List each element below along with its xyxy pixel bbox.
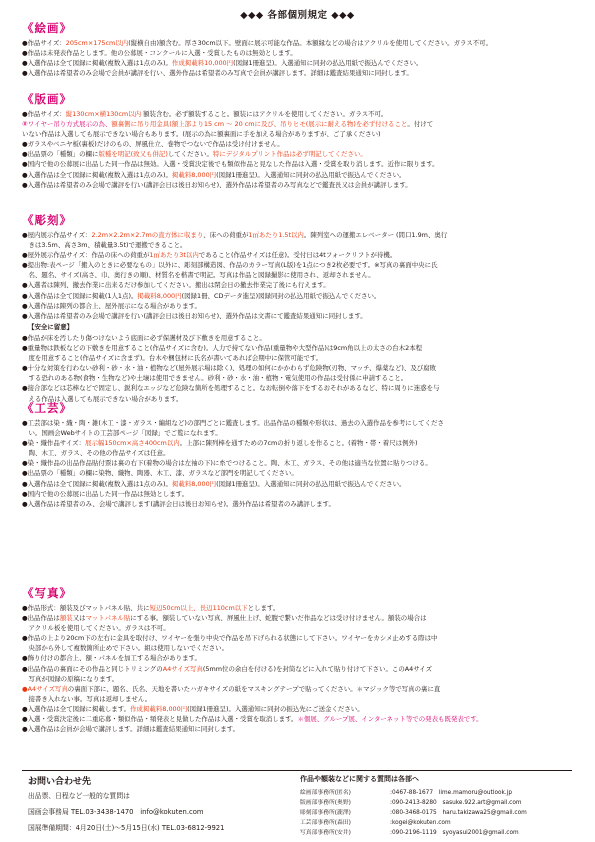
rule-line bbox=[22, 250, 578, 260]
rule-text: 展示幅150cm×高さ400cm以内 bbox=[85, 439, 180, 448]
rule-text: ●飾り付けの都合上、額・パネルを加工する場合があります。 bbox=[22, 654, 201, 663]
rule-text: 額装含む。必ず額装すること。額装にはアクリルを使用してください。ガラス不可。 bbox=[141, 110, 388, 118]
section-heading-shashin: 《写真》 bbox=[22, 586, 72, 600]
rule-line bbox=[22, 653, 578, 663]
rule-line bbox=[22, 301, 578, 311]
rule-text: い。国画会Webサイトの工芸部ページ「図録」でご覧になれます。 bbox=[22, 429, 222, 438]
rule-line bbox=[22, 291, 578, 301]
rule-line bbox=[22, 353, 578, 363]
rule-text: ●国内で他の公募展に出品した同一作品は無効とします。 bbox=[22, 489, 189, 498]
contact-row-value: :090-2196-1119 syoyasui2001@gmail.com bbox=[390, 830, 519, 836]
rule-text: ●屋内展示作品サイズ： bbox=[22, 231, 92, 239]
contact-row-label: 彫刻部事務所(瀧澤) bbox=[300, 810, 351, 816]
rule-line bbox=[22, 68, 578, 78]
rule-text: してください。 bbox=[167, 150, 213, 159]
rule-text: 1㎡あたり1.5t以内 bbox=[248, 231, 304, 239]
rule-text: ●出品作品は bbox=[22, 614, 60, 623]
rule-text: 陶、木工、ガラス、その他の作品サイズは任意。 bbox=[22, 449, 170, 458]
rule-line bbox=[22, 260, 578, 270]
rule-text: ●入選作品は陳列の都合上、屋外展示になる場合があります。 bbox=[22, 301, 201, 310]
rule-text: ●入選・受賞決定後に二重応募・類似作品・頻発表と見做した作品は入選・受賞を取消します。 bbox=[22, 715, 298, 724]
rule-line bbox=[22, 448, 578, 458]
rule-text: ●接合部などは芯棒などで固定し、鋭利なエッジなど危険な箇所を処理すること。なお転倒や落下をするおそれがあるなど、特に周りに迷惑を与 bbox=[22, 384, 440, 393]
rule-text: にする事。額装していない写真、屏風仕上げ、蛇腹で繋いだ作品などは受け付けません。額装の場合は bbox=[130, 614, 427, 623]
rule-line bbox=[22, 159, 578, 169]
rule-text: 。陳列室への運搬エレベーター (間口1.9m、奥行 bbox=[303, 231, 448, 239]
rule-line bbox=[22, 438, 578, 448]
rule-line bbox=[22, 724, 578, 734]
rule-text: (5mm位の余白を付ける)を封筒などに入れて貼り付けて下さい。このA4サイズ bbox=[202, 664, 433, 673]
rule-text: 作成掲載料10,000円 bbox=[171, 59, 234, 68]
rule-text: 縦130cm×横130cm以内 bbox=[65, 110, 142, 118]
rule-text: ●十分な対策を行わない砂利・砂・水・油・植物など(屋外展示場は除く)、処理の如何にかかわらず危険物(刃物、マッチ、爆薬など)、及び腐敗 bbox=[22, 364, 437, 373]
rule-text: 写真が図録の原稿になります。 bbox=[22, 674, 119, 683]
rule-line bbox=[22, 694, 578, 704]
contact-row-label: 絵画部事務所(匿名) bbox=[300, 790, 351, 796]
rule-line bbox=[22, 240, 578, 250]
section-body-safety bbox=[22, 333, 578, 404]
section-body-shashin bbox=[22, 603, 578, 734]
rule-text: ●国内で他の公募展に出品した同一作品は無効。入選・受賞決定後でも類似作品と見なした作品は入選・受賞を取り消します。近作に限ります。 bbox=[22, 160, 439, 169]
rule-text: 特にデジタルプリント作品は必ず明記してください。 bbox=[212, 150, 367, 159]
rule-text: 205cm×175cm以内 bbox=[65, 39, 129, 47]
safety-heading: 【安全に留意】 bbox=[28, 323, 74, 331]
rule-text: 掲載料8,000円 bbox=[171, 170, 217, 179]
section-body-chokoku bbox=[22, 230, 578, 321]
rule-line bbox=[22, 674, 578, 684]
contact-row-label: 写真部事務所(安井) bbox=[300, 830, 351, 836]
rule-line bbox=[22, 489, 578, 499]
section-body-hanga bbox=[22, 109, 578, 190]
rule-line bbox=[22, 633, 578, 643]
rule-text: える作品は入選しても展示できない場合があります。 bbox=[22, 394, 183, 403]
rule-text: ●染・織作品の出品作品貼付票は裏の右下(着物の場合は左袖の下)に糸でつけること。陶、木工、ガラス、その他は適当な位置に貼りつける。 bbox=[22, 459, 432, 468]
rule-text: ●ガラスやベニヤ板(裏板)だけのもの、屏風仕立、巻物でつないで作品は受け付けません。 bbox=[22, 140, 284, 149]
rule-line bbox=[22, 58, 578, 68]
rule-text: 。付けて bbox=[407, 120, 434, 129]
rule-text: ●作品は未発表作品とします。他の公募展・コンクールに入選・受賞したものは無効とします。 bbox=[22, 49, 297, 58]
rule-text: ●入選作品は全て図録に掲載(複数入選は1点のみ)。 bbox=[22, 59, 172, 68]
page-title: ◆◆◆ 各部個別規定 ◆◆◆ bbox=[240, 10, 355, 21]
rule-text: 名、題名、サイズ(高さ、巾、奥行きの順)、材質名を楷書で明記。写真は作品と図録撮影に使用され、返却されません。 bbox=[22, 271, 375, 280]
rule-text: ●A4サイズ写真 bbox=[22, 684, 68, 693]
rule-line bbox=[22, 230, 578, 240]
rule-text: ●入選作品は全て図録に掲載(1人1点)。 bbox=[22, 291, 138, 300]
rule-line bbox=[22, 149, 578, 159]
contact-heading: お問い合わせ先 bbox=[28, 777, 92, 787]
rule-text: 央部から外して複数箇所止めで下さい。組は使用しないでください。 bbox=[22, 644, 229, 653]
contact-line-2: 国画会事務局 TEL.03-3438-1470 info@kokuten.com bbox=[28, 808, 204, 816]
rule-text: ●出品票の「種類」の欄に染物、織物、陶器、木工、漆、ガラスなど部門を明記してください。 bbox=[22, 469, 298, 478]
rule-text: アクリル板を使用してください。ガラスは不可。 bbox=[22, 624, 170, 633]
footer-divider bbox=[22, 770, 572, 771]
rule-line bbox=[22, 333, 578, 343]
section-body-kaiga bbox=[22, 38, 578, 78]
rule-text: の裏面下部に、題名、氏名、天地を書いたハガキサイズの紙をマスキングテープで貼ってください。＊マジック等で写真の裏に直 bbox=[67, 684, 441, 693]
rule-line bbox=[22, 170, 578, 180]
rule-text: 。上部に陳列棒を通すための7cmの折り返しを作ること。(着物・帯・着尺は例外) bbox=[179, 439, 418, 448]
rule-text: ●入選作品は希望者のみ会場で会員が講評を行い、選外作品は希望者のみ写真で会員が講評します。詳細は鑑査結果通知に同封します。 bbox=[22, 69, 413, 78]
rule-line bbox=[22, 343, 578, 353]
rule-text: ●入選者は陳列、撤去作業に出来るだけ参加してください。搬出は閉会日の撤去作業完了後にも行えます。 bbox=[22, 281, 330, 290]
section-body-kogei bbox=[22, 418, 578, 509]
rule-text: ●入選作品は希望者のみ会場で講評を行い(講評会日は後日お知らせ)、選外作品は文書にて鑑査結果通知に同封します。 bbox=[22, 311, 367, 320]
rule-text: (図録1冊進呈)。入選通知に同封の払込用紙で振込んでください。 bbox=[216, 170, 406, 179]
rule-text: ●入選作品は希望者のみ会場で講評を行い(講評会日は後日お知らせ)、選外作品は希望者のみ写真などで鑑査長又は会員が講評します。 bbox=[22, 180, 412, 189]
rule-text: 又は bbox=[72, 614, 86, 623]
rule-line bbox=[22, 109, 578, 119]
rule-text: ●出品作品の裏面にその作品と同じトリミングの bbox=[22, 664, 163, 673]
rule-text: ●染・織作品サイズ： bbox=[22, 439, 86, 448]
rule-line bbox=[22, 180, 578, 190]
rule-text: ＊個展、グループ展、インターネット等での発表も既発表です。 bbox=[297, 715, 483, 724]
rule-text: ●作品が床を汚したり傷つけないよう底面に必ず保護材及び下敷きを用意すること。 bbox=[22, 334, 266, 342]
contact-line-3: 国展準備期間：4月20日(土)～5月15日(水) TEL.03-6812-9921 bbox=[28, 824, 225, 832]
rule-line bbox=[22, 499, 578, 509]
contact-row-value: :080-3468-0175 haru.takizawa25@gmail.com bbox=[390, 810, 527, 816]
contact-row bbox=[300, 797, 522, 806]
rule-line bbox=[22, 270, 578, 280]
rule-text: 版種を明記(致又も併記) bbox=[98, 150, 168, 159]
rule-line bbox=[22, 311, 578, 321]
contact-row bbox=[300, 827, 519, 836]
rule-text: 作成掲載料8,000円 bbox=[130, 704, 188, 713]
rule-text: ●作品サイズ： bbox=[22, 110, 66, 118]
rule-text: ⑧ワイヤー吊り方式展示の為、 bbox=[22, 120, 112, 129]
rule-line bbox=[22, 129, 578, 139]
contact-line-1: 出品票、日程など一般的な質問は bbox=[28, 792, 130, 800]
rule-text: 掲載料8,000円 bbox=[171, 479, 217, 488]
rule-text: とします。 bbox=[247, 604, 280, 612]
rule-line bbox=[22, 623, 578, 633]
rule-text: 2.2m×2.2m×2.7mの直方体に収まり bbox=[91, 231, 204, 239]
rule-text: (縦横自由)額含む。厚さ30cm以下。壁面に展示可能な作品。本額縁などの場合はアクリルを使用してください。ガラス不可。 bbox=[128, 39, 493, 47]
rule-text: 額装 bbox=[59, 614, 73, 623]
rule-line bbox=[22, 714, 578, 724]
rule-text: 掲載料8,000円 bbox=[137, 291, 182, 300]
rule-text: 額裏側に吊り用金具(額上部より15 cm ～ 20 cmに及び、吊りヒモ(展示に耐える物)を必ず付けること bbox=[111, 120, 408, 129]
rule-line bbox=[22, 603, 578, 613]
rule-text: (図録1冊進呈)。入選通知に同封の払込用紙で振込んでください。 bbox=[216, 479, 406, 488]
rule-line bbox=[22, 704, 578, 714]
rule-text: きは3.5m、高さ3m、積載量3.5t)で運搬できること。 bbox=[22, 241, 187, 250]
rule-line bbox=[22, 38, 578, 48]
rule-text: マットパネル貼 bbox=[85, 614, 131, 623]
section-heading-chokoku: 《彫刻》 bbox=[22, 213, 72, 227]
rule-text: ●作品形式：額装及びマットパネル貼、共に bbox=[22, 604, 150, 612]
rule-line bbox=[22, 613, 578, 623]
contact-row-label: 工芸部事務所(森田) bbox=[300, 820, 351, 826]
rule-text: ●入選作品は希望者のみ、会場で講評します(講評会日は後日お知らせ)。選外作品は希望者のみ講評します。 bbox=[22, 499, 335, 508]
rule-text: (図録1冊、CDデータ進呈)図録同封の払込用紙で振込んでください。 bbox=[181, 291, 381, 300]
rule-text: ●屋外展示作品サイズ：作品の床への荷重が bbox=[22, 251, 150, 260]
rule-line bbox=[22, 428, 578, 438]
contact-row bbox=[300, 807, 527, 816]
rule-line bbox=[22, 383, 578, 393]
rule-text: ●入選作品は全て図録に掲載(複数入選は1点のみ)。 bbox=[22, 170, 172, 179]
rule-text: ●作品の上より20cm下の左右に金具を取付け、ワイヤーを張り中央で作品を吊下げられる状態にして下さい。ワイヤーをカシメ止めする際は中 bbox=[22, 634, 438, 643]
rule-line bbox=[22, 643, 578, 653]
rule-text: 接書き入れない事。写真は返却しません。 bbox=[22, 694, 152, 703]
rule-text: (図録1冊進呈)。入選通知に同封の払込用紙で振込んでください。 bbox=[233, 59, 423, 68]
rule-text: ●作品サイズ： bbox=[22, 39, 66, 47]
rule-line bbox=[22, 363, 578, 373]
contact-row bbox=[300, 817, 451, 826]
rule-line bbox=[22, 139, 578, 149]
rule-text: ●出品票の「種類」の欄に bbox=[22, 150, 99, 159]
rule-text: 度を用意すること(作品サイズに含まず)。台木や梱包材に氏名が書いてあれば会期中に保管可能です。 bbox=[22, 354, 323, 363]
rule-line bbox=[22, 119, 578, 129]
rule-line bbox=[22, 394, 578, 404]
contact-row-value: :090-2413-8280 sasuke.922.art@gmail.com bbox=[390, 800, 522, 806]
rule-line bbox=[22, 280, 578, 290]
rule-text: する恐れのある物(食物・生物など)や土壌は使用できません。砂利・砂・水・油・植物・電気使用の作品は受付係に申請すること。 bbox=[22, 374, 408, 383]
section-heading-kogei: 《工芸》 bbox=[22, 401, 72, 415]
section-heading-kaiga: 《絵画》 bbox=[22, 21, 72, 35]
rule-text: ●提出物:表ページ「搬入のときに必要なもの」以外に、彫刻部構造図、作品のカラー写真(L版)を1点につき2枚必要です。※写真の裏面中央に氏 bbox=[22, 261, 438, 270]
rule-text: ●工芸部は染・織・陶・雑(木工・漆・ガラス・編組など)の部門ごとに鑑査します。出品作品の種類や形状は、過去の入選作品を参考にしてくださ bbox=[22, 419, 444, 427]
rule-text: 短辺50cm以上、長辺110cm以下 bbox=[149, 604, 248, 612]
contact-row-value: :kogei@kokuten.com bbox=[390, 820, 451, 826]
rule-text: ●入選作品は会員が会場で講評します。詳細は鑑査結果通知に同封します。 bbox=[22, 725, 240, 734]
rule-line bbox=[22, 373, 578, 383]
rule-line bbox=[22, 458, 578, 468]
rule-text: A4サイズ写真 bbox=[162, 664, 203, 673]
rule-line bbox=[22, 468, 578, 478]
rule-text: であること(作品サイズは任意)。受付日は4tフォークリフトが待機。 bbox=[198, 251, 397, 260]
rule-text: 、床への荷重が bbox=[203, 231, 249, 239]
rule-text: ●重量物は鉄板などの下敷きを用意すること(作品サイズに含む)。人力で持てない作品(重量物や大型作品)は9cm角以上の太さの台木2本程 bbox=[22, 344, 423, 353]
rule-line bbox=[22, 48, 578, 58]
contact-row bbox=[300, 787, 512, 796]
rule-text: ●入選作品は全て図録に掲載します。 bbox=[22, 704, 131, 713]
rule-line bbox=[22, 418, 578, 428]
rule-text: ●入選作品は全て図録に掲載(複数入選は1点のみ)。 bbox=[22, 479, 172, 488]
contact-row-value: :0467-88-1677 lime.mamoru@outlook.jp bbox=[390, 790, 513, 796]
rule-text: いない作品は入選しても展示できない場合もあります。(展示の為に額裏面に手を加える場合がありますが、ご了承ください) bbox=[22, 130, 381, 139]
rule-text: 1㎡あたり3t以内 bbox=[149, 251, 199, 260]
rule-line bbox=[22, 684, 578, 694]
contact-row-label: 版画部事務所(奥野) bbox=[300, 800, 351, 806]
rule-line bbox=[22, 479, 578, 489]
questions-heading: 作品や額装などに関する質問は各部へ bbox=[300, 775, 419, 783]
rule-line bbox=[22, 664, 578, 674]
section-heading-hanga: 《版画》 bbox=[22, 92, 72, 106]
rule-text: (図録1冊進呈)。入選通知に同封の振込先にご送金ください。 bbox=[187, 704, 364, 713]
